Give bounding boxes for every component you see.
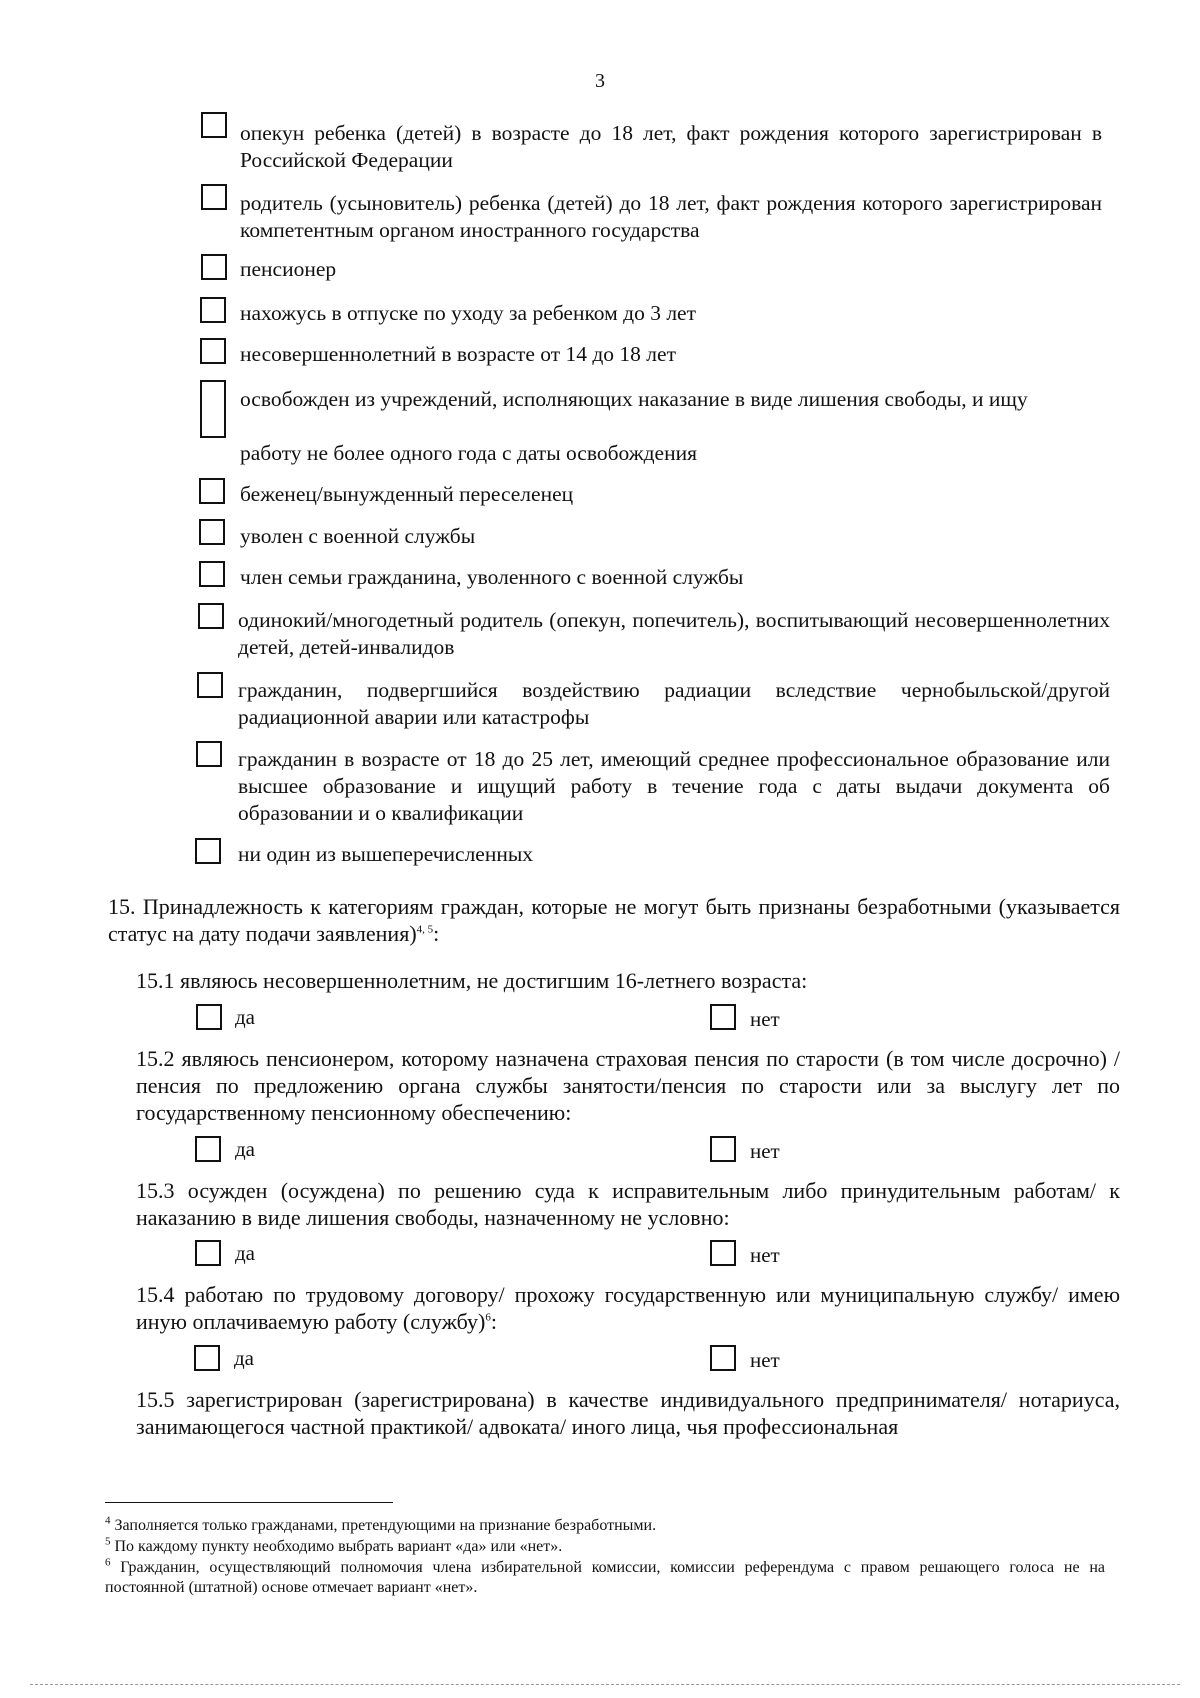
scan-bottom-edge — [30, 1684, 1180, 1685]
q15-4-no-checkbox[interactable] — [710, 1345, 736, 1371]
footnote-5 — [105, 1537, 1105, 1557]
q15-4-no-label: нет — [750, 1348, 780, 1372]
checkbox-released-prisoner[interactable] — [200, 380, 226, 438]
footnote-6-number: 6 — [105, 1556, 111, 1569]
section-15-heading — [108, 893, 1120, 947]
q15-1-no-label: нет — [750, 1007, 780, 1031]
checkbox-guardian[interactable] — [201, 112, 227, 138]
checkbox-refugee[interactable] — [199, 478, 225, 504]
option-foreign-parent-label: родитель (усыновитель) ребенка (детей) до 18 лет, факт рождения которого зарегистрирован компетентным органом иностранного государства — [240, 191, 1102, 242]
q15-1-yes-label: да — [235, 1005, 256, 1029]
option-minor-14-18-label: несовершеннолетний в возрасте от 14 до 18 лет — [240, 342, 676, 366]
checkbox-none-of-above[interactable] — [195, 838, 221, 864]
footnote-separator — [105, 1502, 393, 1503]
checkbox-military-family[interactable] — [199, 561, 225, 587]
q15-2-no-checkbox[interactable] — [710, 1136, 736, 1162]
option-released-prisoner-label: освобожден из учреждений, исполняющих наказание в виде лишения свободы, и ищу — [240, 387, 1028, 411]
option-guardian-label: опекун ребенка (детей) в возрасте до 18 лет, факт рождения которого зарегистрирован в Российской Федерации — [240, 121, 1102, 172]
q15-3-no-checkbox[interactable] — [710, 1240, 736, 1266]
section-15-colon: : — [433, 921, 440, 946]
section-15-heading-text: 15. Принадлежность к категориям граждан, которые не могут быть признаны безработными (указывается статус на дату подачи заявления) — [108, 894, 1120, 946]
q15-1-yes-checkbox[interactable] — [196, 1004, 222, 1030]
option-military-family-label: член семьи гражданина, уволенного с военной службы — [240, 565, 744, 589]
option-refugee-label: беженец/вынужденный переселенец — [240, 482, 574, 506]
question-15-3: 15.3 осужден (осуждена) по решению суда к исправительным либо принудительным работам/ к наказанию в виде лишения свободы, назначенному не условно: — [136, 1178, 1120, 1230]
footnote-4 — [105, 1516, 1105, 1536]
checkbox-discharged-military[interactable] — [199, 519, 225, 545]
checkbox-single-parent[interactable] — [198, 603, 224, 629]
question-15-4 — [136, 1281, 1120, 1335]
option-young-graduate-label: гражданин в возрасте от 18 до 25 лет, имеющий среднее профессиональное образование или высшее образование и ищущий работу в течение года с даты выдачи документа об образовании и о квалификации — [238, 747, 1110, 825]
footnote-4-number: 4 — [105, 1514, 111, 1527]
section-15-footnote-refs: 4, 5 — [416, 923, 434, 936]
question-15-4-footnote-ref: 6 — [485, 1311, 491, 1324]
option-pensioner-label: пенсионер — [240, 257, 337, 281]
q15-2-no-label: нет — [750, 1139, 780, 1163]
q15-2-yes-checkbox[interactable] — [195, 1136, 221, 1162]
checkbox-foreign-parent[interactable] — [201, 184, 227, 210]
question-15-5: 15.5 зарегистрирован (зарегистрирована) в качестве индивидуального предпринимателя/ нотариуса, занимающегося частной практикой/ адвоката/ иного лица, чья профессиональная — [136, 1387, 1120, 1439]
checkbox-pensioner[interactable] — [201, 254, 227, 280]
question-15-4-colon: : — [490, 1309, 497, 1334]
footnote-5-number: 5 — [105, 1535, 111, 1548]
checkbox-radiation[interactable] — [197, 672, 223, 698]
checkbox-young-graduate[interactable] — [196, 741, 222, 767]
q15-3-yes-checkbox[interactable] — [195, 1240, 221, 1266]
footnote-4-text: Заполняется только гражданами, претендующими на признание безработными. — [114, 1517, 657, 1534]
q15-1-no-checkbox[interactable] — [710, 1004, 736, 1030]
option-parental-leave-label: нахожусь в отпуске по уходу за ребенком до 3 лет — [240, 301, 696, 325]
footnote-6 — [105, 1558, 1105, 1598]
checkbox-parental-leave[interactable] — [200, 297, 226, 323]
q15-3-yes-label: да — [235, 1241, 256, 1265]
option-discharged-military-label: уволен с военной службы — [240, 524, 476, 548]
option-radiation-label: гражданин, подвергшийся воздействию радиации вследствие чернобыльской/другой радиационной аварии или катастрофы — [238, 678, 1110, 729]
option-released-prisoner-label-continued: работу не более одного года с даты освобождения — [240, 441, 697, 465]
footnote-5-text: По каждому пункту необходимо выбрать вариант «да» или «нет». — [114, 1538, 563, 1555]
option-single-parent-label: одинокий/многодетный родитель (опекун, попечитель), воспитывающий несовершеннолетних детей, детей-инвалидов — [238, 608, 1110, 659]
option-none-of-above-label: ни один из вышеперечисленных — [238, 842, 534, 866]
question-15-2: 15.2 являюсь пенсионером, которому назначена страховая пенсия по старости (в том числе досрочно) /пенсия по предложению органа службы занятости/пенсия по старости или за выслугу лет по государственному пенсионному обеспечению: — [136, 1046, 1120, 1125]
q15-2-yes-label: да — [235, 1137, 256, 1161]
question-15-4-text: 15.4 работаю по трудовому договору/ прохожу государственную или муниципальную службу/ имею иную оплачиваемую работу (службу) — [136, 1282, 1120, 1334]
checkbox-minor-14-18[interactable] — [200, 338, 226, 364]
question-15-1: 15.1 являюсь несовершеннолетним, не достигшим 16-летнего возраста: — [136, 968, 808, 993]
q15-4-yes-label: да — [234, 1346, 255, 1370]
q15-4-yes-checkbox[interactable] — [194, 1345, 220, 1371]
page-number: 3 — [595, 70, 605, 92]
footnote-6-text: Гражданин, осуществляющий полномочия члена избирательной комиссии, комиссии референдума с правом решающего голоса не на постоянной (штатной) основе отмечает вариант «нет». — [105, 1559, 1106, 1596]
q15-3-no-label: нет — [750, 1243, 780, 1267]
